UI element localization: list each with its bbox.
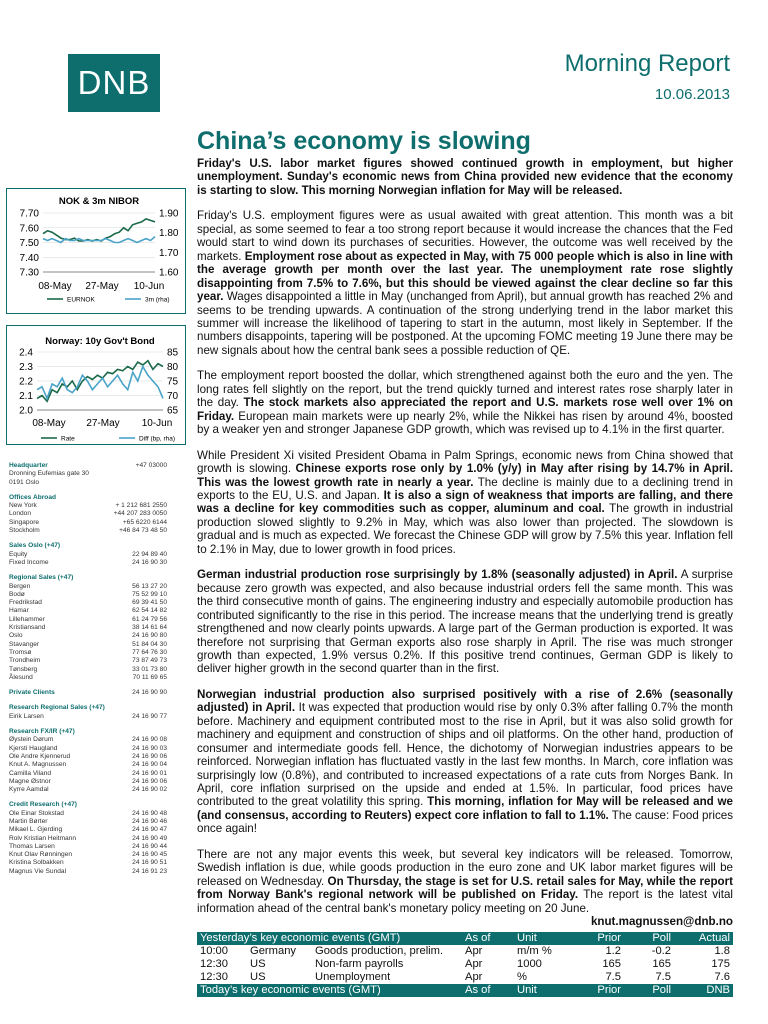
sidebar-phone: 24 16 90 47: [132, 826, 167, 834]
sidebar-label: Fixed Income: [9, 558, 49, 566]
text-run: The growth in industrial production slowed slightly to 9.2% in May, which was also lower than projected. The slowdown is gradual and is much as expected. We forecast the Chinese GDP will grow by 7.5% this year. Inflation fell to 2.1% in May, due to lower growth in food prices.: [197, 502, 733, 556]
sidebar-label: Øystein Dørum: [9, 736, 54, 744]
table-header-cell: Prior: [572, 984, 624, 997]
sidebar-phone: 24 16 90 03: [132, 744, 167, 752]
sidebar-phone: +47 03000: [135, 462, 167, 469]
table-cell: 12:30: [200, 957, 228, 970]
sidebar-label: Magne Østnor: [9, 777, 51, 785]
sidebar-phone: 24 16 90 02: [132, 786, 167, 794]
sidebar-label: Equity: [9, 550, 28, 558]
table-header-cell: Poll: [624, 984, 674, 997]
sidebar-label: Ole Andre Kjennerud: [9, 752, 71, 760]
bold-run: It is also a sign of weakness that imports are falling, and there was a decline for key commodities such as copper, aluminum and coal.: [197, 488, 733, 516]
x-tick-label: 08-May: [32, 418, 66, 429]
x-tick-label: 27-May: [85, 281, 119, 292]
sidebar-contact: [9, 761, 189, 769]
table-cell: 165: [602, 957, 621, 970]
y-tick-label-right: 85: [167, 347, 179, 359]
sidebar-label: Kyrre Aamdal: [9, 786, 49, 794]
sidebar-phone: 24 16 90 30: [132, 558, 167, 566]
table-cell: Apr: [465, 944, 483, 957]
text-run: A surprise because zero growth was expected, and also because industrial orders fell the same month. This was the third consecutive month of gains. The engineering industry and especially automobile production has contributed significantly to the rise in this period. The increase means that the underlying trend is greatly strengthened and now clearly points upwards. A large part of the German production is exported. It was therefore not surprising that German exports also rose sharply in April. The rise was much stronger growth than expected, 1.9% versus 0.2%. If this positive trend continues, German GDP is likely to deliver higher growth in the second quarter than in the first.: [197, 568, 733, 676]
table-cell: 7.6: [714, 970, 730, 983]
y-tick-label-left: 2.1: [19, 391, 33, 402]
table-cell: 1.2: [605, 944, 621, 957]
y-tick-label-left: 2.0: [19, 405, 33, 417]
text-run: Friday's U.S. employment figures were as usual awaited with great attention. This month was a bit special, as some seemed to fear a too strong report because it would increase the chances that the Fed would start to wind down its purchases of securities. However, the outcome was well received by the markets.: [197, 209, 733, 263]
events-header-yesterday: [197, 932, 733, 945]
contact-sidebar: [9, 462, 189, 876]
text-run: The employment report boosted the dollar, which strengthened against both the euro and the yen. The long rates fell slightly on the report, but the trend quickly turned and interest rates rose sharply later in the day.: [197, 369, 733, 410]
sidebar-label: Hamar: [9, 607, 29, 615]
table-cell: Non-farm payrolls: [315, 957, 404, 970]
table-row: [197, 971, 733, 984]
sidebar-gap: [9, 697, 189, 704]
y-tick-label-right: 75: [167, 376, 179, 388]
table-header-cell: DNB: [674, 984, 733, 997]
sidebar-contact: [9, 868, 189, 876]
table-cell: 1.8: [714, 944, 730, 957]
sidebar-contact: [9, 778, 189, 786]
sidebar-label: Ålesund: [9, 673, 33, 681]
sidebar-contact: [9, 753, 189, 761]
sidebar-label: Knut A. Magnussen: [9, 761, 67, 769]
sidebar-gap: [9, 794, 189, 801]
sidebar-contact: [9, 641, 189, 649]
sidebar-label: Headquarter: [9, 462, 48, 469]
sidebar-label: Dronning Eufemias gate 30: [9, 470, 89, 478]
sidebar-phone: 69 39 41 50: [132, 599, 167, 607]
sidebar-contact: [9, 470, 189, 478]
table-header-cell: As of: [462, 984, 514, 997]
sidebar-phone: 22 94 89 40: [132, 550, 167, 558]
report-date: 10.06.2013: [654, 86, 730, 103]
table-cell: Germany: [250, 944, 297, 957]
sidebar-phone: + 1 212 681 2550: [115, 502, 167, 510]
sidebar-label: Oslo: [9, 632, 23, 640]
chart-nok-nibor-svg: [7, 189, 187, 315]
sidebar-heading: [9, 801, 189, 809]
bold-run: On Thursday, the stage is set for U.S. retail sales for May, while the report from Norway Bank's regional network will be published on Friday.: [197, 874, 733, 902]
sidebar-phone: +44 207 283 0050: [113, 510, 167, 518]
x-tick-label: 08-May: [38, 281, 72, 292]
sidebar-gap: [9, 567, 189, 574]
sidebar-label: Trondheim: [9, 657, 41, 665]
table-header-cell: Actual: [674, 932, 733, 945]
series-line-0: [43, 219, 155, 241]
chart-title: Norway: 10y Gov't Bond: [45, 336, 155, 347]
sidebar-contact: [9, 519, 189, 527]
sidebar-contact: [9, 510, 189, 518]
lead-paragraph: Friday's U.S. labor market figures showed continued growth in employment, but higher unemployment. Sunday's economic news from China provided new evidence that the economy is starting to slow. This morning Norwegian inflation for May will be released.: [197, 157, 733, 197]
sidebar-contact: [9, 859, 189, 867]
sidebar-heading: [9, 689, 189, 697]
sidebar-contact: [9, 527, 189, 535]
table-header-cell: Prior: [572, 932, 624, 945]
table-header-cell: As of: [462, 932, 514, 945]
y-tick-label-left: 7.70: [19, 208, 39, 220]
table-row: [197, 958, 733, 971]
sidebar-contact: [9, 559, 189, 567]
y-tick-label-right: 1.60: [159, 267, 179, 279]
sidebar-contact: [9, 583, 189, 591]
text-run: There are not any major events this week, but several key indicators will be released. Tomorrow, Swedish inflation is due, while goods production in the euro zone and UK labor market figures will be released on Wednesday.: [197, 847, 733, 888]
sidebar-phone: 24 16 90 90: [132, 689, 167, 697]
sidebar-contact: [9, 624, 189, 632]
legend-label: Rate: [61, 435, 75, 443]
sidebar-heading: [9, 704, 189, 712]
sidebar-phone: 51 84 04 30: [132, 640, 167, 648]
bold-run: German industrial production rose surprisingly by 1.8% (seasonally adjusted) in April.: [197, 568, 678, 582]
bold-run: The stock markets also appreciated the report and U.S. markets rose well over 1% on Friday.: [197, 396, 733, 423]
y-tick-label-right: 1.70: [159, 247, 179, 259]
sidebar-phone: +65 6220 6144: [122, 518, 167, 526]
sidebar-label: Offices Abroad: [9, 493, 57, 501]
sidebar-phone: 33 01 73 80: [132, 665, 167, 673]
table-cell: 12:30: [200, 970, 228, 983]
sidebar-label: Sales Oslo (+47): [9, 542, 61, 550]
sidebar-phone: 24 16 90 46: [132, 817, 167, 825]
sidebar-heading: [9, 542, 189, 550]
chart-nok-nibor: [6, 188, 186, 314]
sidebar-contact: [9, 770, 189, 778]
sidebar-contact: [9, 810, 189, 818]
sidebar-label: Bergen: [9, 582, 31, 590]
legend-label: Diff (bp, rha): [139, 435, 176, 443]
events-table: [197, 932, 733, 997]
sidebar-label: Lillehammer: [9, 615, 45, 623]
table-header-cell: Yesterday’s key economic events (GMT): [197, 932, 462, 945]
table-header-cell: Unit: [514, 984, 572, 997]
paragraph-china: [197, 449, 733, 557]
sidebar-label: Eirik Larsen: [9, 712, 44, 720]
sidebar-contact: [9, 479, 189, 487]
sidebar-phone: 62 54 14 82: [132, 607, 167, 615]
chart-norway-bond-svg: [7, 326, 187, 446]
x-tick-label: 27-May: [86, 418, 120, 429]
y-tick-label-left: 7.40: [19, 252, 39, 264]
y-tick-label-right: 65: [167, 405, 179, 417]
y-tick-label-left: 7.50: [19, 238, 39, 249]
sidebar-phone: 24 16 90 01: [132, 769, 167, 777]
table-cell: -0.2: [651, 944, 671, 957]
headline: China’s economy is slowing: [197, 127, 531, 155]
sidebar-heading: [9, 728, 189, 736]
paragraph-germany: [197, 568, 733, 676]
sidebar-label: Kjersti Haugland: [9, 744, 58, 752]
sidebar-phone: 24 16 90 49: [132, 834, 167, 842]
table-cell: 10:00: [200, 944, 228, 957]
table-cell: 7.5: [605, 970, 621, 983]
report-title: Morning Report: [564, 50, 730, 77]
sidebar-contact: [9, 502, 189, 510]
sidebar-contact: [9, 835, 189, 843]
sidebar-label: Tønsberg: [9, 665, 38, 673]
text-run: The cause: Food prices once again!: [197, 808, 733, 836]
y-tick-label-right: 70: [167, 391, 179, 402]
table-cell: 7.5: [655, 970, 671, 983]
sidebar-label: 0191 Oslo: [9, 478, 40, 486]
x-tick-label: 10-Jun: [133, 281, 165, 292]
sidebar-label: Ole Einar Stokstad: [9, 809, 64, 817]
sidebar-label: Research FX/IR (+47): [9, 728, 75, 736]
sidebar-contact: [9, 818, 189, 826]
sidebar-phone: 77 64 76 30: [132, 648, 167, 656]
author-email[interactable]: knut.magnussen@dnb.no: [590, 915, 733, 929]
table-cell: US: [250, 970, 266, 983]
y-tick-label-left: 2.4: [19, 347, 33, 359]
sidebar-label: Knut Olav Rønningen: [9, 851, 73, 859]
table-header-cell: Today’s key economic events (GMT): [197, 984, 462, 997]
sidebar-phone: 75 52 99 10: [132, 590, 167, 598]
sidebar-phone: 24 16 90 06: [132, 752, 167, 760]
text-run: It was expected that production would rise by only 0.3% after falling 0.7% the month before. Machinery and equipment contributed most to the rise in April, but it was also solid growth for machinery and equipment and construction of ships and oil platforms. On the other hand, production of consumer and intermediate goods fell. Hence, the dichotomy of Norwegian industries appears to be reinforced. Norwegian inflation has fluctuated vastly in the last few months. In March, core inflation was surprisingly low (0.8%), and contributed to increased expectations of a rate cuts from Norges Bank. In April, core inflation surprised on the upside and ended at 1.5%. In particular, food prices have contributed to the great volatility this spring.: [197, 701, 733, 809]
table-cell: 175: [711, 957, 730, 970]
y-tick-label-right: 80: [167, 362, 179, 373]
events-header-today: [197, 984, 733, 997]
text-run: Wages disappointed a little in May (unchanged from April), but annual growth has reached 2% and seems to be trending upwards. A continuation of the strong underlying trend in the labor market this summer will increase the likelihood of tapering to start in the autumn, most likely in September. If the numbers disappoints, tapering will be postponed. At the upcoming FOMC meeting 19 June there may be new signals about how the central bank sees a possible reduction of QE.: [197, 290, 733, 357]
text-run: The report is the latest vital information ahead of the central bank's monetary policy meeting on 20 June.: [197, 888, 734, 915]
text-run: The decline is mainly due to a declining trend in exports to the EU, U.S. and Japan.: [197, 475, 733, 502]
chart-norway-bond: [6, 325, 186, 445]
sidebar-contact: [9, 616, 189, 624]
sidebar-label: Research Regional Sales (+47): [9, 704, 105, 712]
sidebar-label: Kristiansand: [9, 624, 46, 632]
sidebar-label: Rolv Kristian Heitmann: [9, 834, 77, 842]
y-tick-label-left: 2.2: [19, 376, 33, 388]
sidebar-contact: [9, 607, 189, 615]
sidebar-heading: [9, 574, 189, 582]
sidebar-phone: +46 84 73 48 50: [119, 527, 167, 535]
sidebar-phone: 70 11 69 65: [132, 673, 167, 681]
sidebar-label: Thomas Larsen: [9, 842, 55, 850]
sidebar-contact: [9, 843, 189, 851]
paragraph-week-ahead: [197, 848, 733, 915]
sidebar-label: Kristina Solbakken: [9, 859, 64, 867]
y-tick-label-left: 2.3: [19, 362, 33, 373]
sidebar-contact: [9, 713, 189, 721]
sidebar-phone: 56 13 27 20: [132, 582, 167, 590]
sidebar-label: Tromsø: [9, 648, 32, 656]
sidebar-label: Magnus Vie Sundal: [9, 867, 67, 875]
sidebar-gap: [9, 487, 189, 494]
y-tick-label-left: 7.30: [19, 267, 39, 279]
sidebar-phone: 24 16 90 04: [132, 761, 167, 769]
sidebar-contact: [9, 649, 189, 657]
sidebar-phone: 61 24 79 56: [132, 615, 167, 623]
sidebar-contact: [9, 786, 189, 794]
sidebar-contact: [9, 736, 189, 744]
bold-run: Chinese exports rose only by 1.0% (y/y) in May after rising by 14.7% in April. This was the lowest growth rate in nearly a year.: [197, 462, 733, 489]
sidebar-contact: [9, 745, 189, 753]
sidebar-phone: 24 16 90 08: [132, 736, 167, 744]
sidebar-label: Stockholm: [9, 527, 40, 535]
table-cell: %: [517, 970, 527, 983]
sidebar-label: Singapore: [9, 518, 40, 526]
x-tick-label: 10-Jun: [141, 418, 173, 429]
table-cell: Unemployment: [315, 970, 391, 983]
sidebar-contact: [9, 674, 189, 682]
y-tick-label-left: 7.60: [19, 223, 39, 235]
paragraph-markets: [197, 369, 733, 436]
sidebar-phone: 24 16 90 06: [132, 777, 167, 785]
table-row: [197, 945, 733, 958]
table-cell: 1000: [517, 957, 542, 970]
sidebar-gap: [9, 535, 189, 542]
series-line-1: [37, 367, 163, 399]
sidebar-contact: [9, 657, 189, 665]
sidebar-gap: [9, 721, 189, 728]
sidebar-phone: 24 16 90 48: [132, 809, 167, 817]
y-tick-label-right: 1.80: [159, 228, 179, 240]
sidebar-gap: [9, 682, 189, 689]
sidebar-contact: [9, 826, 189, 834]
bold-run: Employment rose about as expected in May, with 75 000 people which is also in line with the average growth per month over the last year. The unemployment rate rose slightly disappointing from 7.5% to 7.6%, but this should be viewed against the clear decline so far this year.: [197, 249, 734, 304]
sidebar-label: Private Clients: [9, 689, 55, 697]
sidebar-label: Credit Research (+47): [9, 801, 77, 809]
sidebar-label: Regional Sales (+47): [9, 574, 74, 582]
sidebar-phone: 24 16 91 23: [132, 867, 167, 875]
paragraph-norway: [197, 688, 733, 836]
sidebar-label: Fredrikstad: [9, 599, 42, 607]
sidebar-phone: 24 16 90 45: [132, 851, 167, 859]
sidebar-phone: 24 16 90 51: [132, 859, 167, 867]
table-cell: Apr: [465, 970, 483, 983]
sidebar-label: Martin Børter: [9, 817, 48, 825]
sidebar-label: New York: [9, 502, 37, 510]
bold-run: This morning, inflation for May will be released and we (and consensus, according to Reuters) expect core inflation to fall to 1.1%.: [197, 795, 734, 822]
sidebar-label: Stavanger: [9, 640, 40, 648]
sidebar-label: London: [9, 510, 32, 518]
sidebar-label: Bodø: [9, 590, 25, 598]
sidebar-phone: 38 14 61 64: [132, 624, 167, 632]
table-cell: Goods production, prelim.: [315, 944, 444, 957]
sidebar-phone: 73 87 49 73: [132, 657, 167, 665]
dnb-logo: DNB: [68, 54, 160, 112]
legend-label: 3m (rha): [145, 296, 170, 304]
sidebar-contact: [9, 599, 189, 607]
paragraph-us-employment: [197, 209, 733, 357]
sidebar-contact: [9, 632, 189, 640]
sidebar-contact: [9, 551, 189, 559]
legend-label: EURNOK: [67, 296, 95, 304]
table-cell: 165: [652, 957, 671, 970]
sidebar-heading: [9, 462, 189, 470]
table-cell: m/m %: [517, 944, 552, 957]
text-run: European main markets were up nearly 2%, while the Nikkei has risen by around 4%, boosted by a weaker yen and stronger Japanese GDP growth, which was revised up to 4.1% in the first quarter.: [197, 409, 733, 437]
sidebar-phone: 24 16 90 77: [132, 712, 167, 720]
sidebar-phone: 24 16 90 80: [132, 632, 167, 640]
bold-run: Norwegian industrial production also surprised positively with a rise of 2.6% (seasonally adjusted) in April.: [197, 687, 733, 715]
article-body: [197, 157, 733, 997]
sidebar-label: Camilla Viland: [9, 769, 52, 777]
sidebar-contact: [9, 666, 189, 674]
sidebar-contact: [9, 591, 189, 599]
chart-title: NOK & 3m NIBOR: [58, 196, 140, 207]
text-run: While President Xi visited President Obama in Palm Springs, economic news from China showed that growth is slowing.: [197, 448, 733, 476]
sidebar-label: Mikael L. Gjerding: [9, 826, 63, 834]
sidebar-heading: [9, 494, 189, 502]
y-tick-label-right: 1.90: [159, 208, 179, 220]
table-cell: Apr: [465, 957, 483, 970]
table-cell: US: [250, 957, 266, 970]
table-header-cell: Poll: [624, 932, 674, 945]
sidebar-contact: [9, 851, 189, 859]
table-header-cell: Unit: [514, 932, 572, 945]
sidebar-phone: 24 16 90 44: [132, 842, 167, 850]
